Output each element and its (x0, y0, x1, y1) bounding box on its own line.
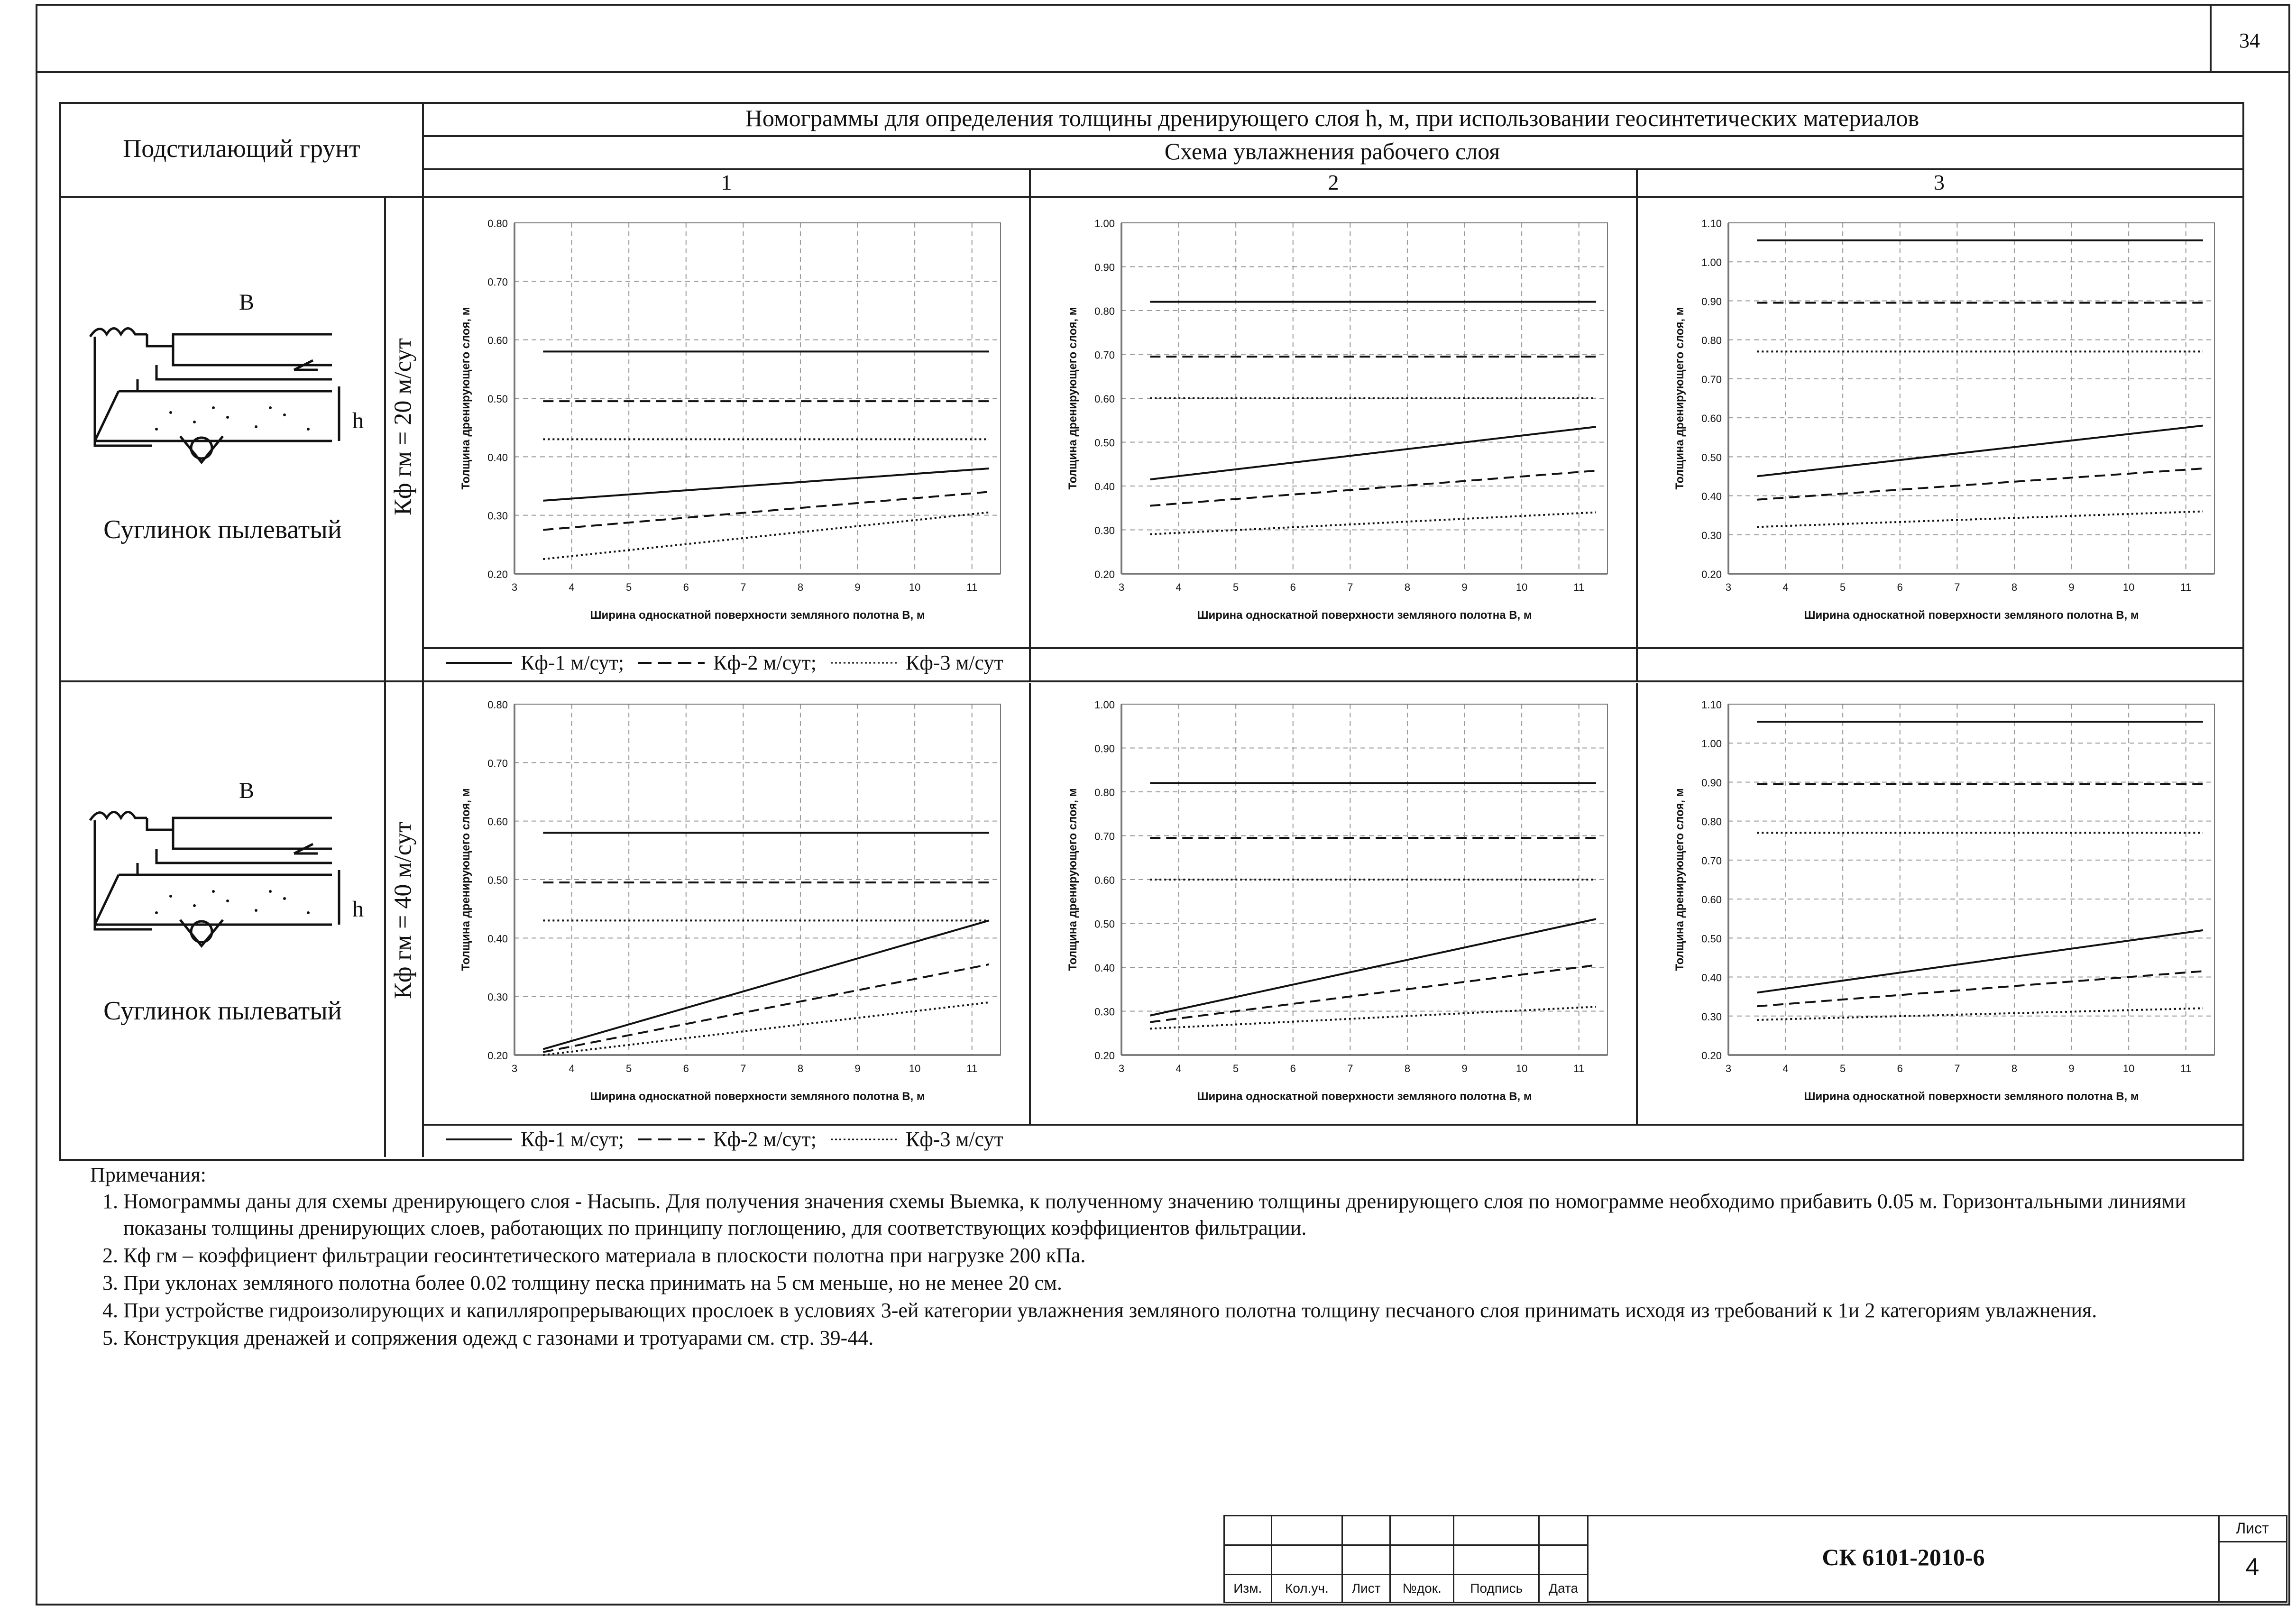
soil-label-2: Суглинок пылеватый (103, 996, 342, 1026)
dashed-line-swatch (638, 1137, 705, 1142)
series-line-dash (1757, 468, 2203, 500)
x-tick-label: 7 (1954, 581, 1960, 593)
y-tick-label: 0.80 (1094, 305, 1115, 317)
scheme-number-3: 3 (1934, 170, 1945, 194)
y-tick-label: 0.60 (487, 816, 508, 828)
note-item-4: 4. При устройстве гидроизолирующих и капилляропрерывающих прослоек в условиях 3-ей категории увлажнения земляного полотна толщину песчаного слоя принимать исходя из требований к 1и 2 категориям увлажнения. (123, 1297, 2224, 1324)
series-line-dash (543, 492, 989, 530)
header-main: Номограммы для определения толщины дренирующего слоя h, м, при использовании геосинтетических материалов (745, 105, 1919, 131)
chart-r1-c2 (1043, 209, 1626, 626)
y-tick-label: 1.00 (1094, 218, 1115, 229)
x-tick-label: 6 (683, 581, 689, 593)
y-axis-label: Толщина дренирующего слоя, м (1066, 788, 1079, 971)
kf-label-1: Кф гм = 20 м/сут (389, 338, 417, 515)
chart-r1-c3 (1650, 209, 2233, 626)
y-tick-label: 0.70 (1701, 373, 1722, 385)
y-tick-label: 1.00 (1094, 699, 1115, 711)
y-tick-label: 0.50 (487, 393, 508, 405)
grid-line (422, 135, 2242, 137)
x-tick-label: 7 (1954, 1063, 1960, 1074)
grid-line (1636, 168, 1638, 680)
x-axis-label: Ширина односкатной поверхности земляного полотна B, м (1804, 1090, 2139, 1103)
y-axis-label: Толщина дренирующего слоя, м (459, 788, 472, 971)
x-tick-label: 8 (797, 1063, 804, 1074)
chart-r2-c2 (1043, 690, 1626, 1107)
legend-item-kf3 (831, 1127, 1003, 1151)
x-tick-label: 7 (740, 581, 746, 593)
x-tick-label: 6 (1290, 581, 1296, 593)
grid-line (1029, 168, 1031, 680)
y-tick-label: 0.20 (1094, 569, 1115, 580)
stamp-col-ndok: №док. (1390, 1575, 1454, 1603)
series-line-solid (543, 468, 989, 501)
series-line-dash (1150, 471, 1596, 506)
x-tick-label: 9 (2068, 581, 2075, 593)
top-strip-line (36, 71, 2288, 73)
y-tick-label: 0.40 (1094, 481, 1115, 493)
y-tick-label: 0.30 (487, 510, 508, 522)
header-left: Подстилающий грунт (123, 134, 360, 163)
dotted-line-swatch (831, 661, 897, 665)
y-tick-label: 0.70 (1094, 830, 1115, 843)
y-tick-label: 0.90 (1094, 743, 1115, 755)
y-tick-label: 0.50 (487, 874, 508, 886)
chart-r1-c1 (436, 209, 1019, 626)
soil-label-1: Суглинок пылеватый (103, 515, 342, 544)
stamp-col-izm: Изм. (1224, 1575, 1272, 1603)
diagram-label-h-2: h (352, 897, 364, 922)
grid-line (422, 647, 2242, 649)
legend-label: Кф-2 м/сут; (713, 651, 817, 674)
legend-item-kf1 (446, 1127, 624, 1151)
series-line-dot (1757, 1008, 2203, 1020)
y-tick-label: 0.90 (1094, 261, 1115, 274)
y-tick-label: 0.40 (1094, 962, 1115, 974)
y-tick-label: 1.10 (1701, 218, 1722, 229)
x-tick-label: 9 (1461, 581, 1468, 593)
x-tick-label: 5 (1233, 581, 1239, 593)
y-tick-label: 0.50 (1701, 451, 1722, 464)
series-line-dot (1150, 1007, 1596, 1028)
page-number: 34 (2239, 29, 2260, 52)
note-item-3: 3. При уклонах земляного полотна более 0.02 толщину песка принимать на 5 см меньше, но не менее 20 см. (123, 1270, 2224, 1296)
grid-line (1029, 683, 1031, 1124)
x-tick-label: 8 (797, 581, 804, 593)
y-tick-label: 1.10 (1701, 699, 1722, 711)
sheet-number: 4 (2245, 1553, 2259, 1581)
series-line-dash (1150, 965, 1596, 1022)
x-tick-label: 6 (1897, 1063, 1903, 1074)
x-tick-label: 5 (626, 581, 632, 593)
y-tick-label: 0.60 (1701, 894, 1722, 906)
x-tick-label: 7 (740, 1063, 746, 1074)
x-tick-label: 5 (626, 1063, 632, 1074)
legend-item-kf2 (638, 1127, 817, 1151)
x-tick-label: 11 (1573, 1063, 1585, 1074)
y-tick-label: 1.00 (1701, 257, 1722, 269)
notes-block (90, 1162, 2224, 1352)
y-tick-label: 0.20 (487, 1050, 508, 1062)
grid-line (422, 1124, 2242, 1126)
y-tick-label: 0.30 (1094, 524, 1115, 537)
diagram-label-b-1: B (239, 290, 254, 315)
notes-list (90, 1188, 2224, 1351)
y-tick-label: 0.20 (1701, 569, 1722, 580)
y-tick-label: 0.80 (487, 218, 508, 229)
y-tick-label: 1.00 (1701, 738, 1722, 750)
x-tick-label: 10 (1515, 1063, 1528, 1074)
grid-line (59, 196, 2242, 198)
x-tick-label: 3 (1725, 581, 1732, 593)
road-cross-section-diagram-1 (85, 294, 379, 479)
series-line-dot (543, 513, 989, 560)
y-tick-label: 0.40 (487, 933, 508, 945)
x-tick-label: 10 (2122, 581, 2135, 593)
y-tick-label: 0.60 (1701, 413, 1722, 425)
document-code: СК 6101-2010-6 (1822, 1544, 1985, 1570)
x-tick-label: 8 (1404, 1063, 1411, 1074)
x-tick-label: 8 (2011, 1063, 2018, 1074)
x-tick-label: 7 (1347, 1063, 1353, 1074)
y-tick-label: 0.20 (1701, 1050, 1722, 1062)
y-axis-label: Толщина дренирующего слоя, м (459, 307, 472, 490)
y-tick-label: 0.40 (1701, 972, 1722, 984)
y-tick-label: 0.60 (1094, 874, 1115, 886)
grid-line (59, 680, 2242, 682)
title-block (1223, 1515, 2287, 1602)
plot-area (1728, 223, 2214, 574)
series-line-solid (543, 920, 989, 1049)
x-tick-label: 9 (854, 1063, 861, 1074)
x-tick-label: 7 (1347, 581, 1353, 593)
note-item-1: 1. Номограммы даны для схемы дренирующего слоя - Насыпь. Для получения значения схемы Выемка, к полученному значению толщины дренирующего слоя по номограмме необходимо прибавить 0.05 м. Горизонтальными линиями показаны толщины дренирующих слоев, работающих по принципу поглощению, для соответствующих коэффициентов фильтрации. (123, 1188, 2224, 1241)
stamp-col-data: Дата (1539, 1575, 1588, 1603)
series-line-dash (543, 964, 989, 1052)
y-tick-label: 0.70 (1701, 854, 1722, 867)
x-axis-label: Ширина односкатной поверхности земляного полотна B, м (1804, 609, 2139, 622)
x-tick-label: 3 (511, 581, 518, 593)
diagram-label-b-2: B (239, 778, 254, 803)
dotted-line-swatch (831, 1137, 897, 1142)
x-axis-label: Ширина односкатной поверхности земляного полотна B, м (590, 609, 925, 622)
plot-area (1728, 704, 2214, 1055)
y-tick-label: 0.30 (1094, 1006, 1115, 1018)
x-tick-label: 9 (2068, 1063, 2075, 1074)
legend-item-kf1 (446, 651, 624, 675)
x-tick-label: 10 (1515, 581, 1528, 593)
y-tick-label: 0.60 (1094, 393, 1115, 405)
y-tick-label: 0.30 (487, 991, 508, 1003)
x-axis-label: Ширина односкатной поверхности земляного полотна B, м (590, 1090, 925, 1103)
y-tick-label: 0.40 (487, 451, 508, 464)
y-tick-label: 0.80 (1094, 787, 1115, 798)
y-tick-label: 0.90 (1701, 777, 1722, 789)
x-tick-label: 11 (1573, 581, 1585, 593)
grid-line (422, 102, 424, 1157)
y-tick-label: 0.70 (1094, 349, 1115, 361)
y-tick-label: 0.40 (1701, 490, 1722, 503)
y-tick-label: 0.50 (1094, 918, 1115, 930)
y-axis-label: Толщина дренирующего слоя, м (1066, 307, 1079, 490)
x-tick-label: 4 (1176, 1063, 1182, 1074)
legend-item-kf2 (638, 651, 817, 675)
legend-label: Кф-3 м/сут (905, 1128, 1003, 1151)
x-axis-label: Ширина односкатной поверхности земляного полотна B, м (1197, 1090, 1532, 1103)
legend-item-kf3 (831, 651, 1003, 675)
series-line-dot (543, 1002, 989, 1055)
solid-line-swatch (446, 661, 512, 665)
legend-label: Кф-2 м/сут; (713, 1128, 817, 1151)
y-tick-label: 0.20 (1094, 1050, 1115, 1062)
solid-line-swatch (446, 1137, 512, 1142)
header-sub: Схема увлажнения рабочего слоя (1164, 138, 1500, 165)
y-tick-label: 0.90 (1701, 295, 1722, 308)
y-axis-label: Толщина дренирующего слоя, м (1673, 307, 1686, 490)
series-line-solid (1150, 427, 1596, 479)
x-tick-label: 5 (1840, 1063, 1846, 1074)
y-tick-label: 0.60 (487, 334, 508, 347)
y-tick-label: 0.70 (487, 276, 508, 288)
x-tick-label: 4 (569, 581, 575, 593)
stamp-col-podpis: Подпись (1454, 1575, 1539, 1603)
stamp-col-kol: Кол.уч. (1271, 1575, 1342, 1603)
x-tick-label: 6 (683, 1063, 689, 1074)
legend-label: Кф-1 м/сут; (521, 651, 624, 674)
series-line-dot (1150, 513, 1596, 534)
x-tick-label: 9 (854, 581, 861, 593)
kf-label-2: Кф гм = 40 м/сут (389, 822, 417, 999)
x-tick-label: 11 (2180, 1063, 2192, 1074)
y-tick-label: 0.80 (487, 699, 508, 711)
legend-label: Кф-3 м/сут (905, 651, 1003, 674)
note-item-5: 5. Конструкция дренажей и сопряжения одежд с газонами и тротуарами см. стр. 39-44. (123, 1325, 2224, 1351)
y-tick-label: 0.50 (1701, 933, 1722, 945)
revision-table (1223, 1515, 1589, 1603)
x-tick-label: 5 (1233, 1063, 1239, 1074)
y-tick-label: 0.80 (1701, 816, 1722, 828)
x-tick-label: 10 (2122, 1063, 2135, 1074)
x-tick-label: 3 (1118, 581, 1125, 593)
grid-line (384, 196, 386, 1157)
note-item-2: 2. Кф гм – коэффициент фильтрации геосинтетического материала в плоскости полотна при нагрузке 200 кПа. (123, 1242, 2224, 1269)
x-tick-label: 6 (1290, 1063, 1296, 1074)
x-tick-label: 3 (511, 1063, 518, 1074)
chart-r2-c1 (436, 690, 1019, 1107)
x-tick-label: 8 (1404, 581, 1411, 593)
stamp-sheet-divider (2218, 1541, 2287, 1542)
x-tick-label: 9 (1461, 1063, 1468, 1074)
x-tick-label: 8 (2011, 581, 2018, 593)
x-tick-label: 4 (1782, 581, 1789, 593)
x-tick-label: 3 (1118, 1063, 1125, 1074)
dashed-line-swatch (638, 661, 705, 665)
series-line-solid (1757, 930, 2203, 993)
scheme-number-1: 1 (721, 170, 732, 194)
sheet-label: Лист (2236, 1520, 2269, 1537)
y-tick-label: 0.50 (1094, 437, 1115, 449)
road-cross-section-diagram-2 (85, 778, 379, 963)
x-tick-label: 11 (2180, 581, 2192, 593)
y-axis-label: Толщина дренирующего слоя, м (1673, 788, 1686, 971)
notes-title: Примечания: (90, 1163, 206, 1186)
legend-row-1 (446, 651, 1003, 675)
series-line-dash (1757, 971, 2203, 1006)
x-tick-label: 4 (1782, 1063, 1789, 1074)
x-tick-label: 6 (1897, 581, 1903, 593)
x-tick-label: 3 (1725, 1063, 1732, 1074)
y-tick-label: 0.20 (487, 569, 508, 580)
stamp-col-list: Лист (1342, 1575, 1390, 1603)
y-tick-label: 0.80 (1701, 334, 1722, 347)
grid-line (1636, 683, 1638, 1124)
x-tick-label: 11 (966, 581, 978, 593)
x-axis-label: Ширина односкатной поверхности земляного полотна B, м (1197, 609, 1532, 622)
x-tick-label: 5 (1840, 581, 1846, 593)
diagram-label-h-1: h (352, 408, 364, 433)
y-tick-label: 0.70 (487, 757, 508, 770)
y-tick-label: 0.30 (1701, 1010, 1722, 1023)
scheme-number-2: 2 (1328, 170, 1339, 194)
x-tick-label: 10 (909, 581, 921, 593)
x-tick-label: 4 (569, 1063, 575, 1074)
legend-label: Кф-1 м/сут; (521, 1128, 624, 1151)
legend-row-2 (446, 1127, 1003, 1151)
series-line-solid (1757, 426, 2203, 477)
x-tick-label: 10 (909, 1063, 921, 1074)
series-line-dot (1757, 511, 2203, 527)
x-tick-label: 11 (966, 1063, 978, 1074)
chart-r2-c3 (1650, 690, 2233, 1107)
y-tick-label: 0.30 (1701, 529, 1722, 541)
x-tick-label: 4 (1176, 581, 1182, 593)
